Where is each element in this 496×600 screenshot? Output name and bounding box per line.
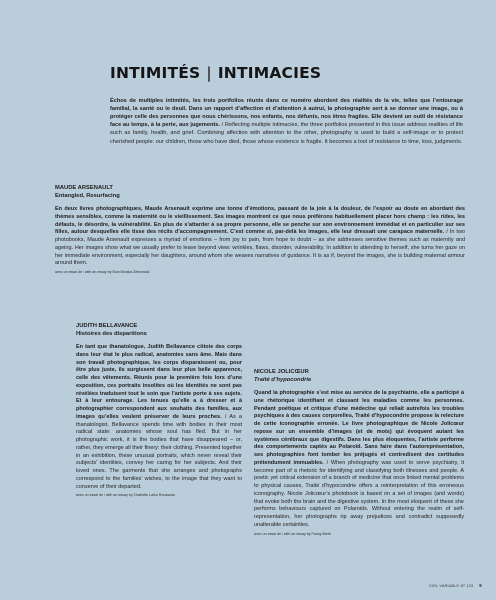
intro-french: Échos de multiples intimités, les trois portfolios réunis dans ce numéro abordent des réalités de la vie, telles que l’entourage familial, la santé ou le deuil. Dans un rapport d’affection et d’attention à autrui, la photographie sert à se donner une image, ou à protéger celle des personnes que nous chérissons, nos enfants, nos défunts, nos êtres fragiles. Elle devient un outil de résistance face au temps, à la perte, aux jugements.: [110, 97, 463, 129]
page-footer: [429, 583, 482, 588]
portfolio-text: [254, 390, 464, 530]
text-english: / When photography was used to serve psychiatry, it become part of a rhetoric for identifying and classifying both illnesses and people. A poetic yet critical extension of a branch of medicine that once linked mental problems to physical causes, Traité d’hypocondrie offers a reinterpretation of this erroneous iconography. Nicole Jolicœur’s photobook is based on a set of images (and words) that evoke both the brain and the digestive system. In the most eloquent of these she performs behaviours captured on Polaroids. Without entering the realm of self-representation, her photographs rip away prejudices and contradict supposedly unalterable certainties.: [254, 459, 464, 528]
essay-credit: avec un essai de / with an essay by Charlotte Lalou Rousseau: [76, 493, 176, 498]
artist-name: MAUDE ARSENAULT: [55, 185, 113, 191]
work-title: Traité d’hypocondrie: [254, 376, 312, 383]
text-english: / As a thanatologist, Bellavance spends time with bodies in their most radical state: anatomies whose soul has fled. But in her photographic work, it is the bodies that have disappeared – or, rather, they emerge all their finery: their clothing. Presented together in an exhibition, these unusual portraits, which never reveal their subjects’ identities, convey her caring for her subjects. And their loved ones. The garments that she arranges and photographs correspond to the families’ wishes, to the image that they want to conserve of their departed.: [76, 413, 243, 490]
title-separator: |: [206, 64, 212, 82]
page-title: [110, 64, 390, 82]
intro-paragraph: [110, 97, 463, 146]
page-number: 9: [479, 583, 482, 588]
portfolio-arsenault: [55, 185, 465, 275]
portfolio-text: [55, 206, 465, 268]
portfolio-bellavance: [76, 323, 242, 498]
text-french: En tant que thanatologue, Judith Bellavance côtoie des corps dans leur état le plus radical, anatomies sans âme. Mais dans son travail photographique, les corps disparaissent ou, pour être plus juste, ils surgissent dans leur plus belle apparence, celle des vêtements. Réunis pour la première fois lors d’une exposition, ces portraits insolites où les identités ne sont pas révélées traduisent tout le soin que l’artiste porte à ses sujets. Et à leur entourage. Les tenues qu’elle a à dresser et à photographier correspondent aux souhaits des familles, aux images qu’elles veulent préserver de leurs proches.: [76, 344, 242, 420]
text-french: En deux livres photographiques, Maude Arsenault exprime une tonne d’émotions, passant de la joie à la douleur, de l’espoir au doute en abordant des thèmes sensibles, comme la maternité ou le vieillissement. Ses images montrent ce que nous préférons habituellement placer hors champ : les rides, les défauts, le désordre, la vulnérabilité. En plus de s’attarder à sa propre personne, elle se penche sur son environnement immédiat et en particulier sur ses filles, autour desquelles elle tisse des récits d’accompagnement. C’est comme si, par-delà les images, elle leur dressait une carapace maternelle.: [55, 206, 465, 236]
text-french: Quand la photographie s’est mise au service de la psychiatrie, elle a participé à une rhétorique identifiant et classant les maladies comme les personnes. Pendant poétique et critique d’une médecine qui reliait autrefois les troubles psychiques à des causes corporelles, Traité d’hypocondrie propose la relecture de cette iconographie erronée. Le livre photographique de Nicole Jolicœur repose sur un ensemble d’images (et de mots) qui évoquent autant les systèmes cérébraux que digestifs. Dans les plus éloquentes, l’artiste performe des comportements captés au Polaroïd. Sans faire dans l’autoreprésentation, ses photographies font tomber les préjugés et contredisent des certitudes prétendument immuables.: [254, 390, 464, 466]
artist-name: JUDITH BELLAVANCE: [76, 323, 138, 329]
text-english: / In two photobooks, Maude Arsenault expresses a myriad of emotions – from joy to pain, from hope to doubt – as she addresses sensitive themes such as maternity and ageing. Her images show what we usually prefer to leave beyond view: wrinkles, flaws, disorder, vulnerability. In addition to attending to herself, she turns her gaze on her immediate environment, especially her daughters, around whom she weaves narratives of guidance. It is as if, beyond the images, she is building maternal armour around them.: [55, 229, 465, 267]
essay-credit: avec un essai de / with an essay by Fanny Bieth: [254, 531, 331, 536]
portfolio-text: [76, 344, 242, 491]
portfolio-jolicoeur: [254, 369, 464, 537]
essay-credit: avec un essai de / with an essay by Ewa Monika Zebrowski: [55, 270, 150, 275]
work-title: Entangled, Resurfacing: [55, 192, 120, 199]
work-title: Histoires des disparitions: [76, 330, 147, 337]
title-english: INTIMACIES: [217, 64, 322, 82]
artist-name: NICOLE JOLICŒUR: [254, 369, 309, 375]
intro-english: / Reflecting multiple intimacies, the three portfolios presented in this issue address realities of life such as family, health, and grief. Combining affection with attention to the other, photography is used to build a self-image or to protect cherished people: our children, those who have died, those whose existence is fragile. It becomes a tool of resistance to time, loss, judgments.: [110, 122, 463, 145]
magazine-issue: CIEL VARIABLE Nº 133: [429, 584, 474, 588]
title-french: INTIMITÉS: [110, 64, 201, 82]
